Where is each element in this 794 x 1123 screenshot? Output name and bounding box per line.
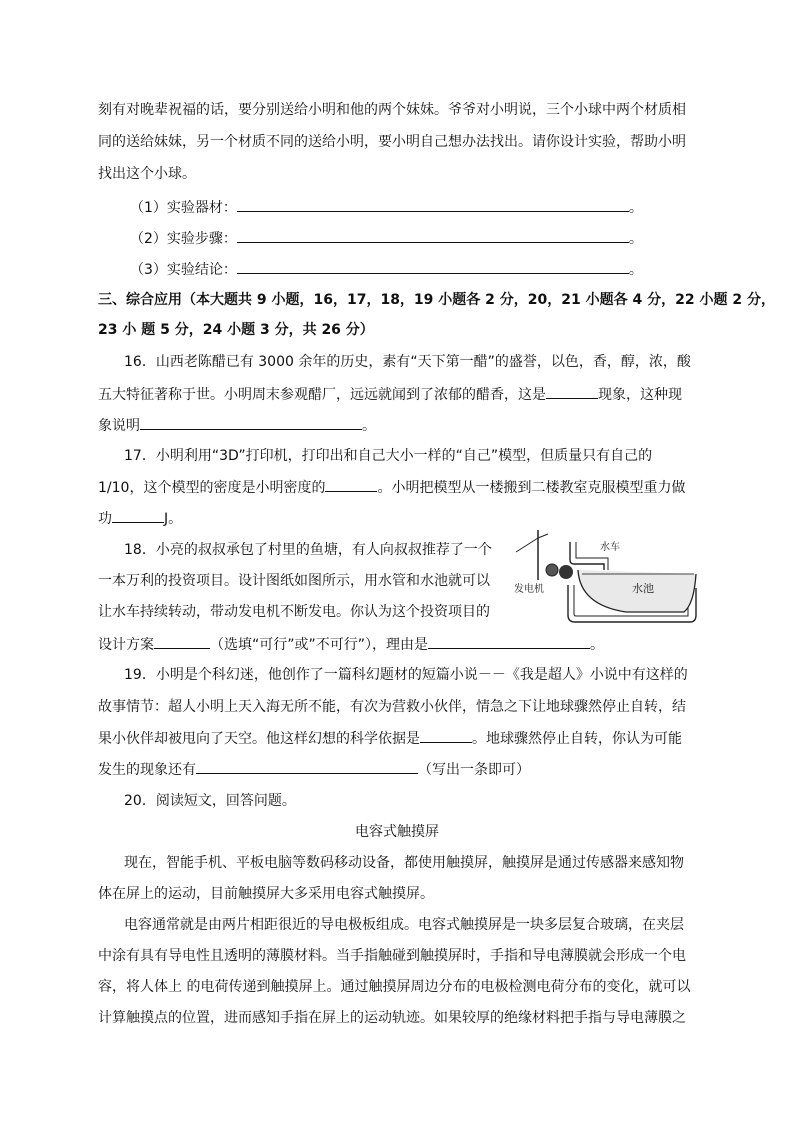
q19-line-4: 发生的现象还有 （写出一条即可） [98,759,530,780]
q19-line-1: 19．小明是个科幻迷，他创作了一篇科幻题材的短篇小说－－《我是超人》小说中有这样的 [124,667,688,683]
answer-blank[interactable] [140,415,362,430]
q16-line-3: 象说明 。 [98,415,376,436]
waterwheel-figure [508,530,698,625]
intro-line-2: 同的送给妹妹，另一个材质不同的送给小明，要小明自己想办法找出。请你设计实验，帮助小明 [98,134,686,150]
article-p2-line-2: 中涂有具有导电性且透明的薄膜材料。当手指触碰到触摸屏时，手指和导电薄膜就会形成一个电 [98,948,686,964]
article-title: 电容式触摸屏 [355,824,439,840]
answer-blank[interactable] [196,759,418,774]
q19-line-2: 故事情节：超人小明上天入海无所不能，有次为营救小伙伴，情急之下让地球骤然停止自转，结 [98,699,686,715]
article-p2-line-3: 容，将人体上 的电荷传递到触摸屏上。通过触摸屏周边分布的电极检测电荷分布的变化，就可以 [98,979,691,995]
item-conclusion: （3）实验结论： 。 [130,259,643,280]
article-p2-line-4: 计算触摸点的位置，进而感知手指在屏上的运动轨迹。如果较厚的绝缘材料把手指与导电薄膜之 [98,1010,686,1026]
q18-line-3: 让水车持续转动，带动发电机不断发电。你认为这个投资项目的 [98,604,490,620]
article-p2-line-1: 电容通常就是由两片相距很近的导电极板组成。电容式触摸屏是一块多层复合玻璃，在夹层 [124,917,684,933]
intro-line-1: 刻有对晚辈祝福的话，要分别送给小明和他的两个妹妹。爷爷对小明说，三个小球中两个材质相 [98,102,686,118]
section-3-heading: 三、综合应用（本大题共 9 小题，16，17，18，19 小题各 2 分，20，21 小题各 4 分，22 小题 2 分， [98,292,775,308]
generator-label: 发电机 [514,584,544,595]
q18-line-1: 18．小亮的叔叔承包了村里的鱼塘，有人向叔叔推荐了一个 [124,542,492,558]
waterwheel-label: 水车 [600,542,620,553]
answer-blank[interactable] [428,634,590,649]
item-steps: （2）实验步骤： 。 [130,228,643,249]
answer-blank[interactable] [237,259,629,274]
q17-line-3: 功 J。 [98,508,182,529]
article-p1-line-1: 现在，智能手机、平板电脑等数码移动设备，都使用触摸屏，触摸屏是通过传感器来感知物 [124,855,684,871]
q17-line-1: 17．小明利用“3D”打印机，打印出和自己大小一样的“自己”模型，但质量只有自己的 [124,448,653,464]
item-equipment: （1）实验器材： 。 [130,197,643,218]
answer-blank[interactable] [154,634,210,649]
q17-line-2: 1/10，这个模型的密度是小明密度的 。小明把模型从一楼搬到二楼教室克服模型重力做 [98,477,685,498]
answer-blank[interactable] [546,384,598,399]
answer-blank[interactable] [237,197,629,212]
q19-line-3: 果小伙伴却被甩向了天空。他这样幻想的科学依据是 。地球骤然停止自转，你认为可能 [98,728,682,749]
answer-blank[interactable] [237,228,629,243]
q16-line-2: 五大特征著称于世。小明周末参观醋厂，远远就闻到了浓郁的醋香，这是 现象，这种现 [98,384,682,405]
section-3-heading-cont: 23 小 题 5 分，24 小题 3 分，共 26 分） [98,322,374,338]
article-p1-line-2: 体在屏上的运动，目前触摸屏大多采用电容式触摸屏。 [98,886,434,902]
q18-line-2: 一本万利的投资项目。设计图纸如图所示，用水管和水池就可以 [98,573,490,589]
answer-blank[interactable] [325,477,377,492]
pool-label: 水池 [632,582,654,595]
q20-line-1: 20．阅读短文，回答问题。 [124,793,296,809]
q16-line-1: 16．山西老陈醋已有 3000 余年的历史，素有“天下第一醋”的盛誉，以色，香，醇，浓，酸 [124,354,691,370]
answer-blank[interactable] [112,508,164,523]
intro-line-3: 找出这个小球。 [98,166,196,182]
q18-line-4: 设计方案 （选填“可行”或”不可行”），理由是 。 [98,634,604,655]
answer-blank[interactable] [420,728,472,743]
